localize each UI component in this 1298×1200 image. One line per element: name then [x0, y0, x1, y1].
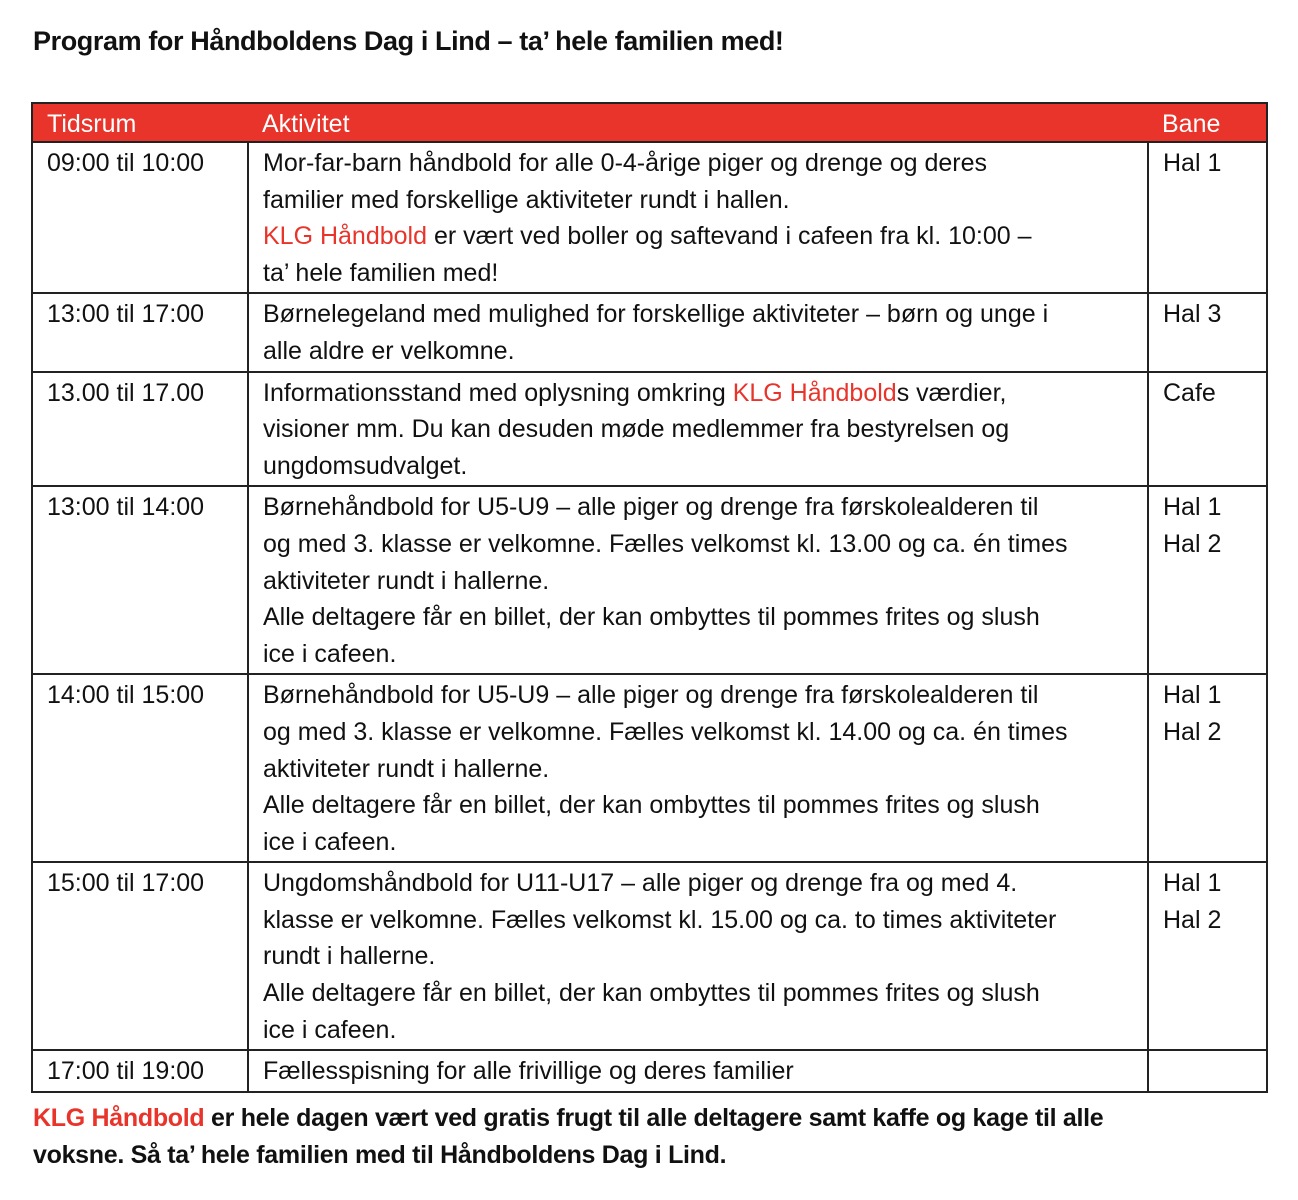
activity-line	[263, 526, 1133, 563]
activity-text: visioner mm. Du kan desuden møde medlemmer fra bestyrelsen og	[263, 415, 1010, 444]
activity-text: Alle deltagere får en billet, der kan ombyttes til pommes frites og slush	[263, 979, 1040, 1008]
footer-line	[33, 1137, 1103, 1174]
program-table	[31, 102, 1268, 1093]
activity-cell	[248, 862, 1148, 1050]
activity-cell	[248, 293, 1148, 371]
activity-line	[263, 787, 1133, 824]
activity-line	[263, 218, 1133, 255]
bane-cell	[1148, 372, 1267, 487]
activity-line	[263, 375, 1133, 412]
bane-label: Hal 3	[1163, 300, 1222, 329]
activity-text: ice i cafeen.	[263, 639, 397, 668]
activity-cell	[248, 486, 1148, 674]
activity-text: s værdier,	[896, 378, 1007, 407]
activity-line	[263, 489, 1133, 526]
activity-text: alle aldre er velkomne.	[263, 336, 515, 365]
activity-cell	[248, 372, 1148, 487]
activity-text: aktiviteter rundt i hallerne.	[263, 754, 550, 783]
footer-line	[33, 1100, 1103, 1137]
activity-text: ice i cafeen.	[263, 1015, 397, 1044]
time-cell: 13:00 til 14:00	[32, 486, 248, 674]
bane-label: Hal 1	[1163, 149, 1222, 177]
table-row	[32, 1050, 1267, 1092]
club-name-highlight: KLG Håndbold	[263, 222, 428, 251]
activity-line	[263, 902, 1133, 939]
activity-line	[263, 599, 1133, 636]
activity-line	[263, 714, 1133, 751]
table-row	[32, 372, 1267, 487]
activity-line	[263, 255, 1133, 292]
program-table-body	[32, 142, 1267, 1092]
activity-text: Alle deltagere får en billet, der kan ombyttes til pommes frites og slush	[263, 791, 1040, 820]
activity-cell	[248, 674, 1148, 862]
table-row	[32, 674, 1267, 862]
activity-text: aktiviteter rundt i hallerne.	[263, 566, 550, 595]
activity-line	[263, 865, 1133, 902]
table-row	[32, 862, 1267, 1050]
activity-text: Informationsstand med oplysning omkring	[263, 378, 733, 407]
activity-line	[263, 975, 1133, 1012]
time-cell: 13:00 til 17:00	[32, 293, 248, 371]
club-name-highlight: KLG Håndbold	[33, 1104, 205, 1132]
activity-text: Alle deltagere får en billet, der kan ombyttes til pommes frites og slush	[263, 603, 1040, 632]
activity-line	[263, 563, 1133, 600]
activity-text: er vært ved boller og saftevand i cafeen fra kl. 10:00 –	[427, 222, 1032, 251]
club-name-highlight: KLG Håndbold	[732, 378, 897, 407]
time-cell: 17:00 til 19:00	[32, 1050, 248, 1092]
activity-text: ice i cafeen.	[263, 827, 397, 856]
bane-cell	[1148, 1050, 1267, 1092]
bane-label: Hal 2	[1163, 717, 1222, 746]
time-cell: 13.00 til 17.00	[32, 372, 248, 487]
footer-text: voksne. Så ta’ hele familien med til Håndboldens Dag i Lind.	[33, 1141, 727, 1169]
header-aktivitet: Aktivitet	[248, 103, 1148, 142]
bane-label: Hal 2	[1163, 905, 1222, 934]
activity-text: og med 3. klasse er velkomne. Fælles velkomst kl. 14.00 og ca. én times	[263, 717, 1068, 746]
activity-line	[263, 1053, 1133, 1090]
activity-text: rundt i hallerne.	[263, 942, 436, 971]
activity-line	[263, 448, 1133, 485]
activity-line	[263, 333, 1133, 370]
activity-line	[263, 411, 1133, 448]
activity-text: Børnehåndbold for U5-U9 – alle piger og drenge fra førskolealderen til	[263, 493, 1039, 522]
activity-text: familier med forskellige aktiviteter rundt i hallen.	[263, 185, 790, 214]
table-row	[32, 142, 1267, 293]
activity-line	[263, 824, 1133, 861]
bane-cell	[1148, 674, 1267, 862]
bane-cell	[1148, 862, 1267, 1050]
bane-label: Hal 1	[1163, 681, 1222, 710]
activity-line	[263, 751, 1133, 788]
activity-text: Fællesspisning for alle frivillige og deres familier	[263, 1057, 794, 1086]
activity-text: Børnelegeland med mulighed for forskellige aktiviteter – børn og unge i	[263, 300, 1049, 329]
bane-label: Cafe	[1163, 378, 1216, 407]
activity-cell	[248, 142, 1148, 293]
activity-line	[263, 636, 1133, 673]
activity-text: ta’ hele familien med!	[263, 258, 499, 287]
activity-text: klasse er velkomne. Fælles velkomst kl. 15.00 og ca. to times aktiviteter	[263, 905, 1057, 934]
table-header-row	[32, 103, 1267, 142]
bane-cell	[1148, 486, 1267, 674]
time-cell: 09:00 til 10:00	[32, 142, 248, 293]
activity-line	[263, 677, 1133, 714]
header-tidsrum: Tidsrum	[32, 103, 248, 142]
footer-note	[33, 1100, 1103, 1174]
activity-text: og med 3. klasse er velkomne. Fælles velkomst kl. 13.00 og ca. én times	[263, 529, 1068, 558]
activity-line	[263, 1012, 1133, 1049]
time-cell: 14:00 til 15:00	[32, 674, 248, 862]
activity-text: Mor-far-barn håndbold for alle 0-4-årige piger og drenge og deres	[263, 149, 988, 177]
activity-line	[263, 938, 1133, 975]
footer-text: er hele dagen vært ved gratis frugt til alle deltagere samt kaffe og kage til alle	[204, 1104, 1104, 1132]
bane-cell	[1148, 142, 1267, 293]
activity-text: ungdomsudvalget.	[263, 451, 468, 480]
header-bane: Bane	[1148, 103, 1267, 142]
activity-text: Ungdomshåndbold for U11-U17 – alle piger og drenge fra og med 4.	[263, 869, 1018, 898]
activity-cell	[248, 1050, 1148, 1092]
bane-label: Hal 1	[1163, 493, 1222, 522]
bane-cell	[1148, 293, 1267, 371]
bane-label: Hal 2	[1163, 529, 1222, 558]
activity-line	[263, 145, 1133, 182]
time-cell: 15:00 til 17:00	[32, 862, 248, 1050]
table-row	[32, 486, 1267, 674]
activity-line	[263, 296, 1133, 333]
page-title: Program for Håndboldens Dag i Lind – ta’ hele familien med!	[33, 26, 784, 56]
activity-text: Børnehåndbold for U5-U9 – alle piger og drenge fra førskolealderen til	[263, 681, 1039, 710]
table-row	[32, 293, 1267, 371]
activity-line	[263, 182, 1133, 219]
bane-label: Hal 1	[1163, 869, 1222, 898]
